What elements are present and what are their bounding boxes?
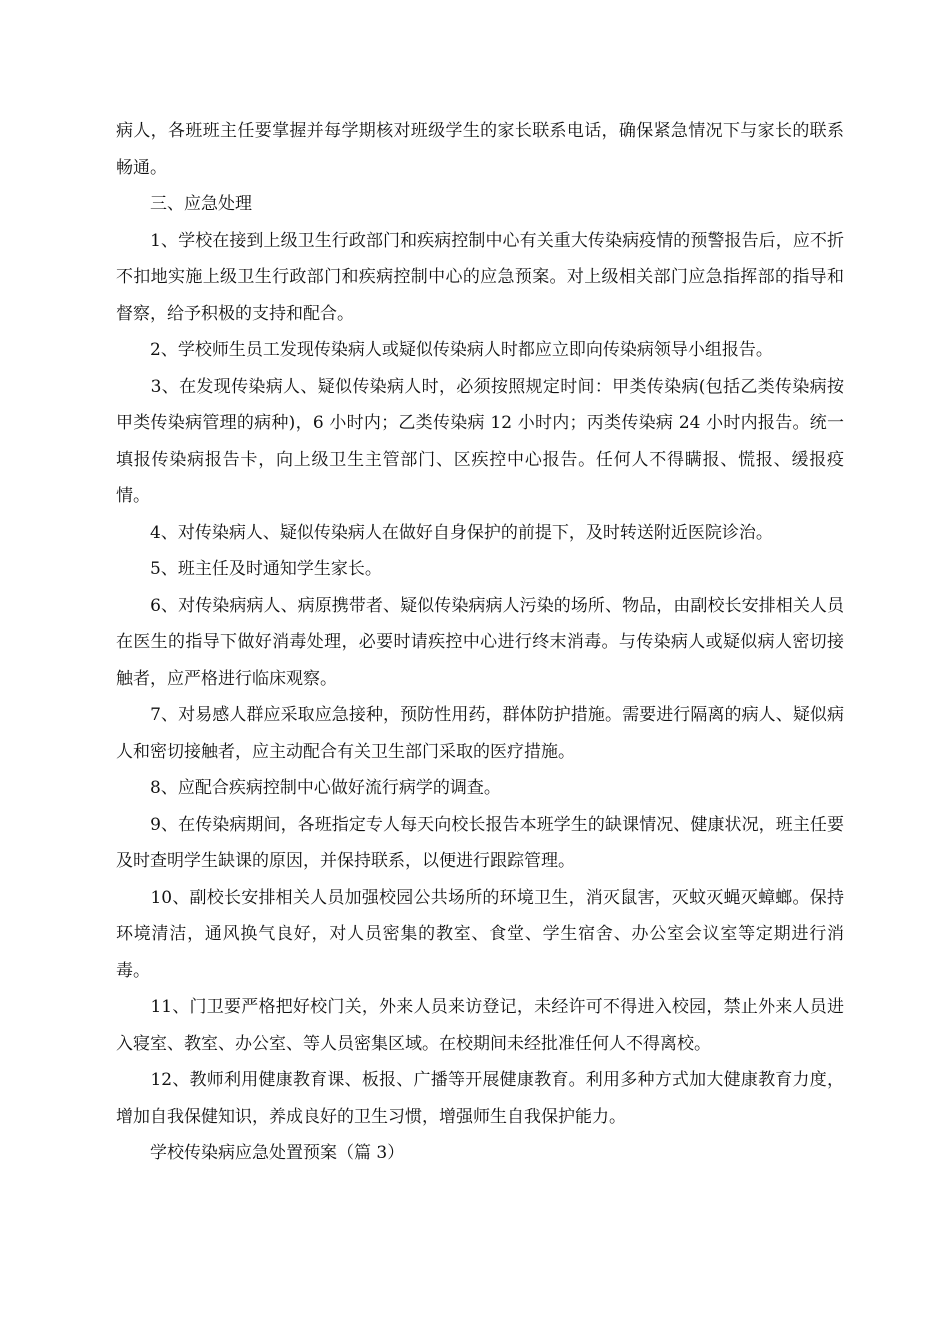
- paragraph-item-1: 1、学校在接到上级卫生行政部门和疾病控制中心有关重大传染病疫情的预警报告后，应不折不扣地实施上级卫生行政部门和疾病控制中心的应急预案。对上级相关部门应急指挥部的指导和督察，给予积极的支持和配合。: [116, 230, 844, 324]
- paragraph-item-5: 5、班主任及时通知学生家长。: [116, 559, 382, 579]
- section-heading-emergency: 三、应急处理: [116, 194, 252, 214]
- paragraph-item-6: 6、对传染病病人、病原携带者、疑似传染病病人污染的场所、物品，由副校长安排相关人员在医生的指导下做好消毒处理，必要时请疾控中心进行终末消毒。与传染病人或疑似病人密切接触者，应严格进行临床观察。: [116, 595, 844, 689]
- paragraph-item-10: 10、副校长安排相关人员加强校园公共场所的环境卫生，消灭鼠害，灭蚊灭蝇灭蟑螂。保持环境清洁，通风换气良好，对人员密集的教室、食堂、学生宿舍、办公室会议室等定期进行消毒。: [116, 887, 844, 981]
- paragraph-contact-note: 病人，各班班主任要掌握并每学期核对班级学生的家长联系电话，确保紧急情况下与家长的联系畅通。: [116, 121, 844, 178]
- paragraph-item-8: 8、应配合疾病控制中心做好流行病学的调查。: [116, 778, 501, 798]
- paragraph-item-12: 12、教师利用健康教育课、板报、广播等开展健康教育。利用多种方式加大健康教育力度，增加自我保健知识，养成良好的卫生习惯，增强师生自我保护能力。: [116, 1070, 844, 1127]
- paragraph-item-2: 2、学校师生员工发现传染病人或疑似传染病人时都应立即向传染病领导小组报告。: [116, 340, 773, 360]
- paragraph-item-3: 3、在发现传染病人、疑似传染病人时，必须按照规定时间：甲类传染病(包括乙类传染病按甲类传染病管理的病种)，6 小时内；乙类传染病 12 小时内；丙类传染病 24 小时内报告。统一填报传染病报告卡，向上级卫生主管部门、区疾控中心报告。任何人不得瞒报、慌报、缓报疫情。: [116, 376, 844, 506]
- paragraph-item-11: 11、门卫要严格把好校门关，外来人员来访登记，未经许可不得进入校园，禁止外来人员进入寝室、教室、办公室、等人员密集区域。在校期间未经批准任何人不得离校。: [116, 997, 844, 1054]
- paragraph-item-4: 4、对传染病人、疑似传染病人在做好自身保护的前提下，及时转送附近医院诊治。: [116, 522, 773, 543]
- document-body: [116, 113, 844, 1172]
- section-title-plan-3: 学校传染病应急处置预案（篇 3）: [116, 1143, 405, 1163]
- paragraph-item-9: 9、在传染病期间，各班指定专人每天向校长报告本班学生的缺课情况、健康状况，班主任要及时查明学生缺课的原因，并保持联系，以便进行跟踪管理。: [116, 814, 844, 871]
- paragraph-item-7: 7、对易感人群应采取应急接种，预防性用药，群体防护措施。需要进行隔离的病人、疑似病人和密切接触者，应主动配合有关卫生部门采取的医疗措施。: [116, 705, 844, 762]
